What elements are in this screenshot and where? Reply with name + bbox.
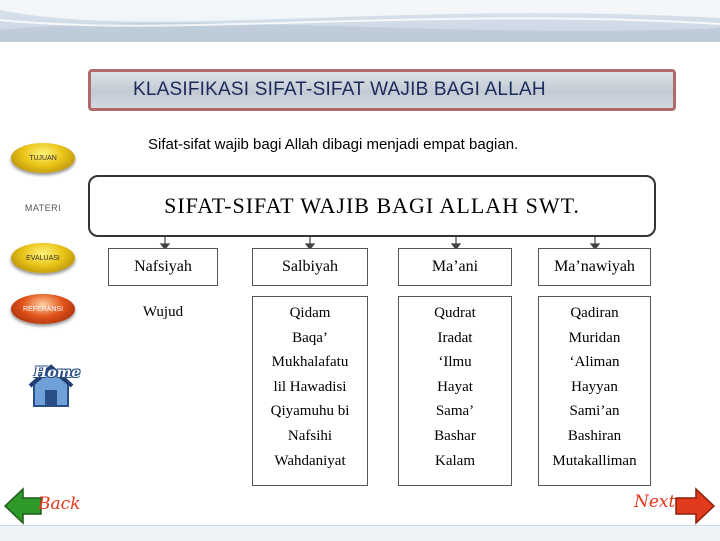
title-bar: [88, 69, 676, 111]
nav-materi-label: MATERI: [24, 203, 62, 213]
list-item: Qidam: [289, 305, 331, 321]
list-item: Qadiran: [570, 305, 619, 321]
list-item: Sama’: [435, 403, 475, 420]
nav-tujuan-button[interactable]: [11, 143, 75, 173]
next-button[interactable]: Next: [634, 492, 676, 512]
list-item: Wujud: [142, 304, 184, 320]
diagram-root-box: [88, 175, 656, 237]
list-item: Mukhalafatu: [271, 354, 349, 371]
list-item: Nafsihi: [287, 427, 333, 444]
category-maani: Ma’ani: [398, 248, 512, 286]
list-maani: [398, 296, 512, 486]
nav-materi-button[interactable]: [11, 193, 75, 223]
list-item: Bashar: [434, 427, 476, 444]
list-item: lil Hawadisi: [273, 378, 347, 395]
list-item: Qiyamuhu bi: [270, 403, 350, 420]
nav-referensi-label: REFERANSI: [22, 305, 64, 313]
page-title: KLASIFIKASI SIFAT-SIFAT WAJIB BAGI ALLAH: [133, 79, 546, 100]
list-item: ‘Aliman: [569, 354, 620, 371]
list-item: Wahdaniyat: [274, 452, 346, 469]
banner-swoosh-decoration: [0, 0, 720, 42]
list-item: ‘Ilmu: [438, 354, 472, 371]
list-item: Qudrat: [434, 305, 476, 321]
nav-referensi-button[interactable]: [11, 294, 75, 324]
diagram-root-label: SIFAT-SIFAT WAJIB BAGI ALLAH SWT.: [164, 193, 580, 218]
home-label: Home: [34, 365, 81, 381]
list-salbiyah: [252, 296, 368, 486]
nav-tujuan-label: TUJUAN: [29, 154, 57, 162]
list-manawiyah: [538, 296, 651, 486]
list-item: Hayyan: [571, 378, 618, 395]
nav-evaluasi-button[interactable]: [11, 243, 75, 273]
list-item: Bashiran: [567, 427, 622, 444]
list-item: Kalam: [435, 452, 475, 469]
list-item: Hayat: [437, 378, 473, 395]
list-item: Sami’an: [569, 403, 620, 420]
category-salbiyah: Salbiyah: [252, 248, 368, 286]
top-banner: [0, 0, 720, 42]
list-item: Muridan: [568, 329, 621, 346]
back-button[interactable]: Back: [38, 494, 81, 514]
list-nafsiyah: [108, 296, 218, 486]
category-manawiyah: Ma’nawiyah: [538, 248, 651, 286]
list-item: Baqa’: [292, 329, 328, 346]
list-item: Mutakalliman: [552, 452, 637, 469]
bottom-bar: [0, 525, 720, 541]
next-arrow-icon[interactable]: [672, 486, 716, 526]
page-subtitle: Sifat-sifat wajib bagi Allah dibagi menjadi empat bagian.: [148, 136, 519, 153]
category-nafsiyah: Nafsiyah: [108, 248, 218, 286]
nav-evaluasi-label: EVALUASI: [26, 254, 60, 262]
list-item: Iradat: [437, 329, 473, 346]
back-arrow-icon[interactable]: [3, 486, 43, 526]
